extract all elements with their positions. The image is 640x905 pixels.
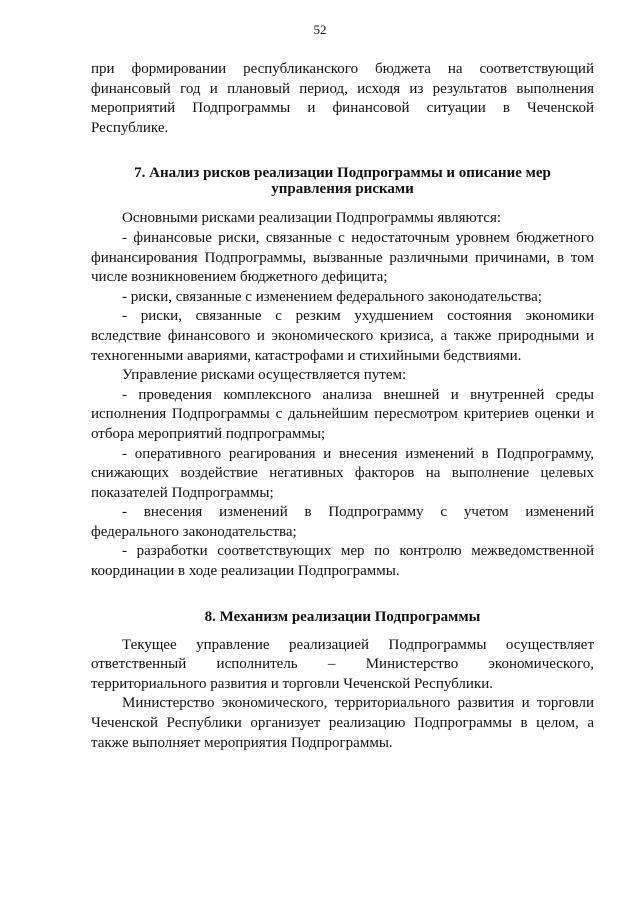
section-8-heading: 8. Механизм реализации Подпрограммы [204,608,481,625]
section-7-paragraph: Управление рисками осуществляется путем: [122,367,407,384]
section-7-paragraph: - разработки соответствующих мер по контролю межведомственной координации в ходе реализации Подпрограммы. [91,543,594,580]
intro-paragraph: при формировании республиканского бюджета на соответствующий финансовый год и плановый период, исходя из результатов выполнения мероприятий Подпрограммы и финансовой ситуации в Чеченской Республике. [91,61,594,136]
section-8-paragraph: Министерство экономического, территориального развития и торговли Чеченской Республики организует реализацию Подпрограммы в целом, а также выполняет мероприятия Подпрограммы. [91,695,594,751]
document-body [91,60,594,753]
section-8-body [91,636,594,754]
section-7-paragraph: - риски, связанные с резким ухудшением состояния экономики вследствие финансового и экономического кризиса, а также природными и техногенными авариями, катастрофами и стихийными бедствиями. [91,308,594,364]
section-7-paragraph: - оперативного реагирования и внесения изменений в Подпрограмму, снижающих воздействие негативных факторов на выполнение целевых показателей Подпрограммы; [91,445,594,501]
section-7-paragraph: - внесения изменений в Подпрограмму с учетом изменений федерального законодательства; [91,504,594,540]
section-7-body [91,209,594,581]
page-number: 52 [313,22,327,37]
section-7-paragraph: Основными рисками реализации Подпрограммы являются: [122,210,502,227]
section-7-paragraph: - проведения комплексного анализа внешней и внутренней среды исполнения Подпрограммы с дальнейшим пересмотром критериев оценки и отбора мероприятий подпрограммы; [91,386,594,442]
section-7-paragraph: - риски, связанные с изменением федерального законодательства; [122,288,542,305]
section-8-paragraph: Текущее управление реализацией Подпрограммы осуществляет ответственный исполнитель – Министерство экономического, территориального развития и торговли Чеченской Республики. [91,636,594,692]
section-7-paragraph: - финансовые риски, связанные с недостаточным уровнем бюджетного финансирования Подпрограммы, вызванные различными причинами, в том числе возникновением бюджетного дефицита; [91,229,594,286]
section-7-heading: 7. Анализ рисков реализации Подпрограммы и описание мер управления рисками [134,165,551,198]
